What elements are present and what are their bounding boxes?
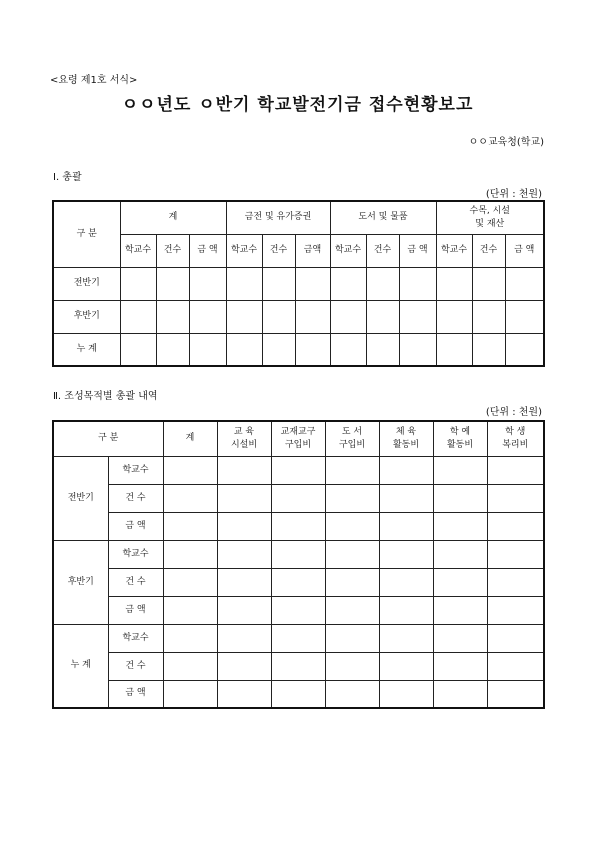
section1-unit: (단위 : 천원) [485,189,542,200]
summary-group-header: 계 [120,201,226,234]
summary-cell[interactable] [330,267,366,300]
purpose-cell[interactable] [163,456,217,484]
purpose-cell[interactable] [271,652,325,680]
purpose-cell[interactable] [217,680,271,708]
summary-cell[interactable] [505,333,544,366]
purpose-item-label: 금 액 [108,596,163,624]
purpose-column-header: 계 [163,421,217,456]
summary-subheader: 금 액 [505,234,544,267]
summary-group-header: 금전 및 유가증권 [226,201,330,234]
purpose-cell[interactable] [163,652,217,680]
purpose-cell[interactable] [217,484,271,512]
summary-cell[interactable] [226,300,262,333]
purpose-cell[interactable] [379,484,433,512]
purpose-cell[interactable] [217,456,271,484]
summary-cell[interactable] [156,333,189,366]
summary-cell[interactable] [156,267,189,300]
summary-cell[interactable] [189,267,226,300]
summary-group-header: 수목, 시설 및 재산 [436,201,544,234]
purpose-cell[interactable] [325,680,379,708]
purpose-cell[interactable] [433,540,487,568]
section2-unit: (단위 : 천원) [485,407,542,418]
summary-cell[interactable] [436,267,472,300]
summary-group-header: 도서 및 물품 [330,201,436,234]
purpose-cell[interactable] [325,624,379,652]
summary-cell[interactable] [156,300,189,333]
purpose-cell[interactable] [379,680,433,708]
purpose-column-header: 교 육 시설비 [217,421,271,456]
purpose-cell[interactable] [379,568,433,596]
purpose-cell[interactable] [487,512,544,540]
summary-subheader: 금액 [295,234,330,267]
summary-subheader: 건수 [472,234,505,267]
purpose-cell[interactable] [271,540,325,568]
purpose-cell[interactable] [163,680,217,708]
purpose-group-label: 누 계 [53,624,108,708]
summary-subheader: 금 액 [399,234,436,267]
document-title: ㅇㅇ년도 ㅇ반기 학교발전기금 접수현황보고 [121,95,474,115]
section1-heading: Ⅰ. 총괄 [53,172,82,183]
summary-cell[interactable] [189,333,226,366]
purpose-cell[interactable] [217,652,271,680]
summary-cell[interactable] [472,333,505,366]
summary-cell[interactable] [472,300,505,333]
purpose-cell[interactable] [433,512,487,540]
summary-subheader: 학교수 [330,234,366,267]
summary-cell[interactable] [120,267,156,300]
purpose-cell[interactable] [433,624,487,652]
summary-cell[interactable] [366,267,399,300]
purpose-cell[interactable] [433,652,487,680]
summary-cell[interactable] [366,333,399,366]
summary-cell[interactable] [366,300,399,333]
purpose-cell[interactable] [217,596,271,624]
purpose-group-label: 후반기 [53,540,108,624]
purpose-cell[interactable] [487,624,544,652]
purpose-cell[interactable] [163,624,217,652]
purpose-group-label: 전반기 [53,456,108,540]
summary-subheader: 학교수 [226,234,262,267]
summary-subheader: 학교수 [120,234,156,267]
purpose-cell[interactable] [325,568,379,596]
summary-cell[interactable] [226,267,262,300]
summary-cell[interactable] [472,267,505,300]
summary-cell[interactable] [436,300,472,333]
summary-cell[interactable] [505,267,544,300]
purpose-column-header: 교재교구 구입비 [271,421,325,456]
purpose-cell[interactable] [487,680,544,708]
purpose-cell[interactable] [379,624,433,652]
purpose-cell[interactable] [487,484,544,512]
summary-cell[interactable] [295,333,330,366]
purpose-cell[interactable] [487,652,544,680]
summary-cell[interactable] [399,300,436,333]
summary-cell[interactable] [330,333,366,366]
purpose-cell[interactable] [325,652,379,680]
summary-cell[interactable] [295,300,330,333]
purpose-cell[interactable] [433,484,487,512]
purpose-cell[interactable] [487,568,544,596]
summary-cell[interactable] [226,333,262,366]
summary-subheader: 건수 [262,234,295,267]
purpose-cell[interactable] [217,568,271,596]
purpose-cell[interactable] [325,596,379,624]
summary-table [52,200,545,367]
summary-cell[interactable] [262,333,295,366]
organization-label: ㅇㅇ교육청(학교) [468,137,544,148]
purpose-cell[interactable] [217,512,271,540]
summary-corner-header: 구 분 [53,201,120,267]
purpose-cell[interactable] [271,596,325,624]
purpose-cell[interactable] [433,456,487,484]
summary-subheader: 학교수 [436,234,472,267]
purpose-cell[interactable] [163,568,217,596]
purpose-cell[interactable] [271,680,325,708]
summary-row-label: 후반기 [53,300,120,333]
purpose-cell[interactable] [379,456,433,484]
summary-cell[interactable] [505,300,544,333]
summary-cell[interactable] [120,333,156,366]
purpose-cell[interactable] [271,484,325,512]
summary-cell[interactable] [262,267,295,300]
summary-cell[interactable] [399,267,436,300]
purpose-item-label: 금 액 [108,512,163,540]
purpose-column-header: 체 육 활동비 [379,421,433,456]
summary-subheader: 금 액 [189,234,226,267]
summary-row-label: 전반기 [53,267,120,300]
purpose-cell[interactable] [163,484,217,512]
summary-cell[interactable] [189,300,226,333]
purpose-cell[interactable] [433,568,487,596]
purpose-item-label: 학교수 [108,456,163,484]
purpose-table [52,420,545,709]
purpose-item-label: 건 수 [108,568,163,596]
purpose-cell[interactable] [379,596,433,624]
purpose-cell[interactable] [487,540,544,568]
summary-row-label: 누 계 [53,333,120,366]
purpose-cell[interactable] [325,484,379,512]
purpose-cell[interactable] [433,596,487,624]
purpose-corner-header: 구 분 [53,421,163,456]
purpose-cell[interactable] [487,456,544,484]
purpose-cell[interactable] [325,540,379,568]
purpose-item-label: 금 액 [108,680,163,708]
purpose-cell[interactable] [487,596,544,624]
purpose-item-label: 학교수 [108,624,163,652]
summary-cell[interactable] [330,300,366,333]
purpose-column-header: 학 생 복리비 [487,421,544,456]
summary-cell[interactable] [120,300,156,333]
purpose-cell[interactable] [379,652,433,680]
purpose-cell[interactable] [163,540,217,568]
purpose-column-header: 학 예 활동비 [433,421,487,456]
section2-heading: Ⅱ. 조성목적별 총괄 내역 [53,391,158,402]
purpose-item-label: 학교수 [108,540,163,568]
purpose-item-label: 건 수 [108,652,163,680]
purpose-cell[interactable] [163,596,217,624]
purpose-cell[interactable] [325,456,379,484]
purpose-cell[interactable] [325,512,379,540]
summary-subheader: 건수 [156,234,189,267]
purpose-item-label: 건 수 [108,484,163,512]
purpose-cell[interactable] [379,540,433,568]
purpose-cell[interactable] [163,512,217,540]
summary-cell[interactable] [295,267,330,300]
summary-cell[interactable] [399,333,436,366]
purpose-column-header: 도 서 구입비 [325,421,379,456]
purpose-cell[interactable] [271,568,325,596]
form-number-label: <요령 제1호 서식> [50,75,138,86]
summary-cell[interactable] [262,300,295,333]
purpose-cell[interactable] [379,512,433,540]
summary-cell[interactable] [436,333,472,366]
summary-subheader: 건수 [366,234,399,267]
purpose-cell[interactable] [433,680,487,708]
purpose-cell[interactable] [217,540,271,568]
purpose-cell[interactable] [217,624,271,652]
purpose-cell[interactable] [271,512,325,540]
purpose-cell[interactable] [271,624,325,652]
purpose-cell[interactable] [271,456,325,484]
